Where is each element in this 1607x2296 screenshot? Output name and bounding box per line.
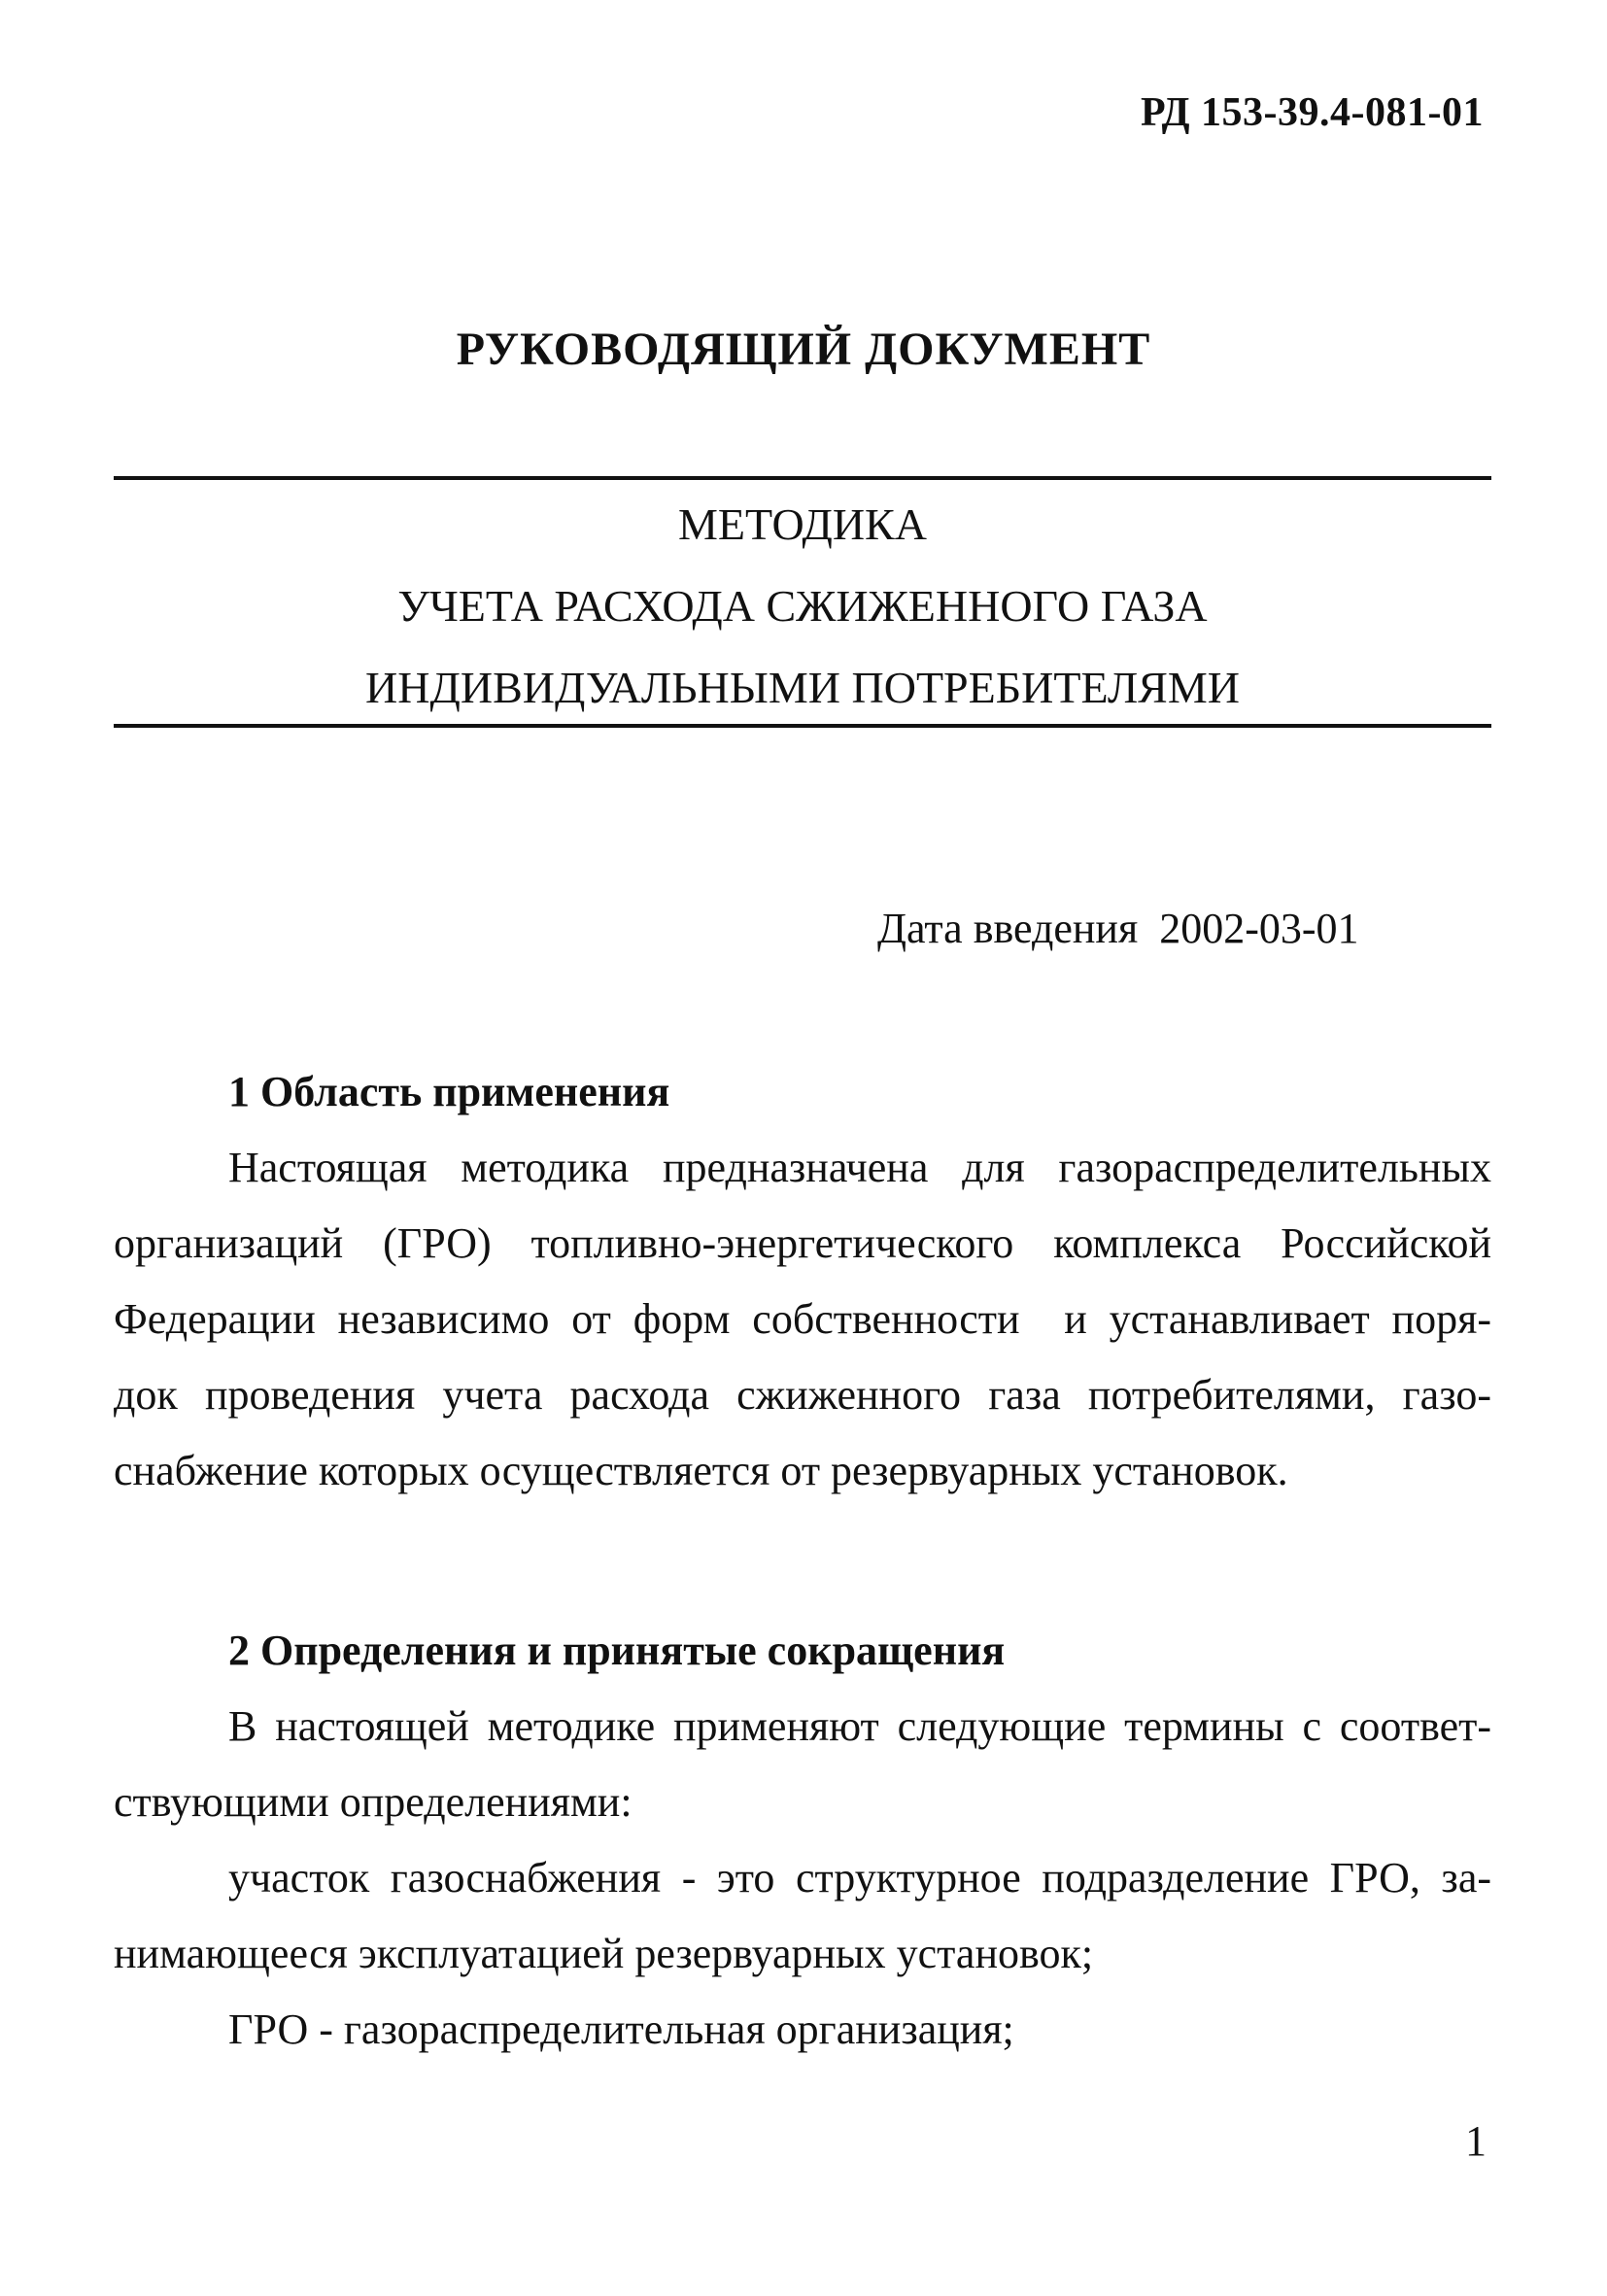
paragraph-line: нимающееся эксплуатацией резервуарных установок; [114,1930,1094,1977]
paragraph-line: ГРО - газораспределительная организация; [228,2005,1014,2053]
document-type: РУКОВОДЯЩИЙ ДОКУМЕНТ [456,324,1151,375]
paragraph-line: снабжение которых осуществляется от резервуарных установок. [114,1447,1288,1494]
title-line: МЕТОДИКА [678,499,927,549]
paragraph-line: Настоящая методика предназначена для газораспределительных [228,1144,1491,1191]
title-line: УЧЕТА РАСХОДА СЖИЖЕННОГО ГАЗА [397,581,1208,631]
section-heading: 1 Область применения [228,1068,670,1115]
section-heading: 2 Определения и принятые сокращения [228,1627,1006,1674]
paragraph-line: участок газоснабжения - это структурное подразделение ГРО, за- [228,1854,1491,1902]
title-top-rule [114,476,1491,480]
page-number: 1 [1465,2117,1487,2165]
title-line: ИНДИВИДУАЛЬНЫМИ ПОТРЕБИТЕЛЯМИ [365,663,1240,712]
paragraph-line: док проведения учета расхода сжиженного газа потребителями, газо- [114,1371,1491,1419]
section-scope [114,1054,1491,1509]
document-code: РД 153-39.4-081-01 [1140,90,1484,135]
document-title [114,484,1491,729]
paragraph-line: Федерации независимо от форм собственности и устанавливает поря- [114,1295,1491,1343]
section-definitions [114,1613,1491,2068]
introduction-date: Дата введения 2002-03-01 [877,905,1359,952]
paragraph-line: ствующими определениями: [114,1778,633,1826]
paragraph-line: организаций (ГРО) топливно-энергетического комплекса Российской [114,1219,1491,1267]
paragraph-line: В настоящей методике применяют следующие термины с соответ- [228,1702,1491,1750]
title-bottom-rule [114,724,1491,728]
